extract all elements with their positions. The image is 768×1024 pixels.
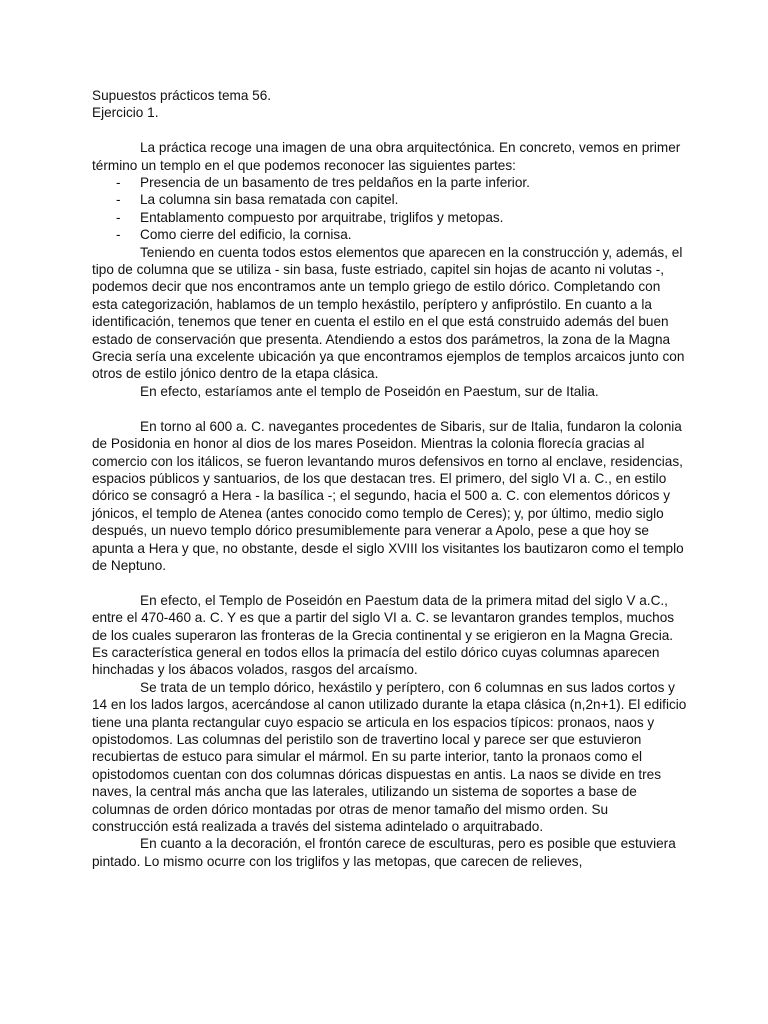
exercise-label: Ejercicio 1. xyxy=(92,105,159,121)
blank-line xyxy=(92,574,688,591)
description-paragraph: Se trata de un templo dórico, hexástilo y períptero, con 6 columnas en sus lados cortos y 14 en los lados largos, acercándose al canon utilizado durante la etapa clásica (n,2n+1). El edificio tiene una planta rectangular cuyo espacio se articula en los espacios típicos: pronaos, naos y opistodomos. Las columnas del peristilo son de travertino local y parece ser que estuvieron recubiertas de estuco para simular el mármol. En su parte interior, tanto la pronaos como el opistodomos cuentan con dos columnas dóricas dispuestas en antis. La naos se divide en tres naves, la central más ancha que las laterales, utilizando un sistema de soportes a base de columnas de orden dórico montadas por otras de menor tamaño del mismo orden. Su construcción está realizada a través del sistema adintelado o arquitrabado. xyxy=(92,679,687,835)
blank-line xyxy=(92,122,688,139)
list-item-text: Entablamento compuesto por arquitrabe, triglifos y metopas. xyxy=(140,209,504,225)
list-item xyxy=(92,174,688,191)
dash-marker: - xyxy=(116,209,121,225)
list-item xyxy=(92,191,688,208)
dash-marker: - xyxy=(116,175,121,191)
list-item-text: La columna sin basa rematada con capitel. xyxy=(140,192,399,208)
conclusion-paragraph: En efecto, estaríamos ante el templo de Poseidón en Paestum, sur de Italia. xyxy=(140,383,599,399)
list-item-text: Como cierre del edificio, la cornisa. xyxy=(140,227,352,243)
identification-paragraph: Teniendo en cuenta todos estos elementos que aparecen en la construcción y, además, el tipo de columna que se utiliza - sin basa, fuste estriado, capitel sin hojas de acanto ni volutas -, podemos decir que nos encontramos ante un templo griego de estilo dórico. Completando con esta categorización, hablamos de un templo hexástilo, períptero y anfipróstilo. En cuanto a la identificación, tenemos que tener en cuenta el estilo en el que está construido además del buen estado de conservación que presenta. Atendiendo a estos dos parámetros, la zona de la Magna Grecia sería una excelente ubicación ya que encontramos ejemplos de templos arcaicos junto con otros de estilo jónico dentro de la etapa clásica. xyxy=(92,244,685,382)
dash-marker: - xyxy=(116,192,121,208)
decoration-paragraph: En cuanto a la decoración, el frontón carece de esculturas, pero es posible que estuviera pintado. Lo mismo ocurre con los triglifos y las metopas, que carecen de relieves, xyxy=(92,836,676,869)
parts-list xyxy=(92,174,688,244)
document-title: Supuestos prácticos tema 56. xyxy=(92,88,272,103)
list-item xyxy=(92,226,688,243)
dating-paragraph: En efecto, el Templo de Poseidón en Paestum data de la primera mitad del siglo V a.C., entre el 470-460 a. C. Y es que a partir del siglo VI a. C. se levantaron grandes templos, muchos de los cuales superaron las fronteras de la Grecia continental y se erigieron en la Magna Grecia. Es característica general en todos ellos la primacía del estilo dórico cuyas columnas aparecen hinchadas y los ábacos volados, rasgos del arcaísmo. xyxy=(92,592,675,678)
intro-paragraph: La práctica recoge una imagen de una obra arquitectónica. En concreto, vemos en primer término un templo en el que podemos reconocer las siguientes partes: xyxy=(92,140,681,173)
blank-line xyxy=(92,400,688,417)
dash-marker: - xyxy=(116,227,121,243)
document-page xyxy=(92,87,688,870)
list-item xyxy=(92,209,688,226)
list-item-text: Presencia de un basamento de tres peldaños en la parte inferior. xyxy=(140,175,530,191)
history-paragraph: En torno al 600 a. C. navegantes procedentes de Sibaris, sur de Italia, fundaron la colonia de Posidonia en honor al dios de los mares Poseidon. Mientras la colonia florecía gracias al comercio con los itálicos, se fueron levantando muros defensivos en torno al enclave, residencias, espacios públicos y santuarios, de los que destacan tres. El primero, del siglo VI a. C., en estilo dórico se consagró a Hera - la basílica -; el segundo, hacia el 500 a. C. con elementos dóricos y jónicos, el templo de Atenea (antes conocido como templo de Ceres); y, por último, medio siglo después, un nuevo templo dórico presumiblemente para venerar a Apolo, pese a que hoy se apunta a Hera y que, no obstante, desde el siglo XVIII los visitantes los bautizaron como el templo de Neptuno. xyxy=(92,418,684,573)
